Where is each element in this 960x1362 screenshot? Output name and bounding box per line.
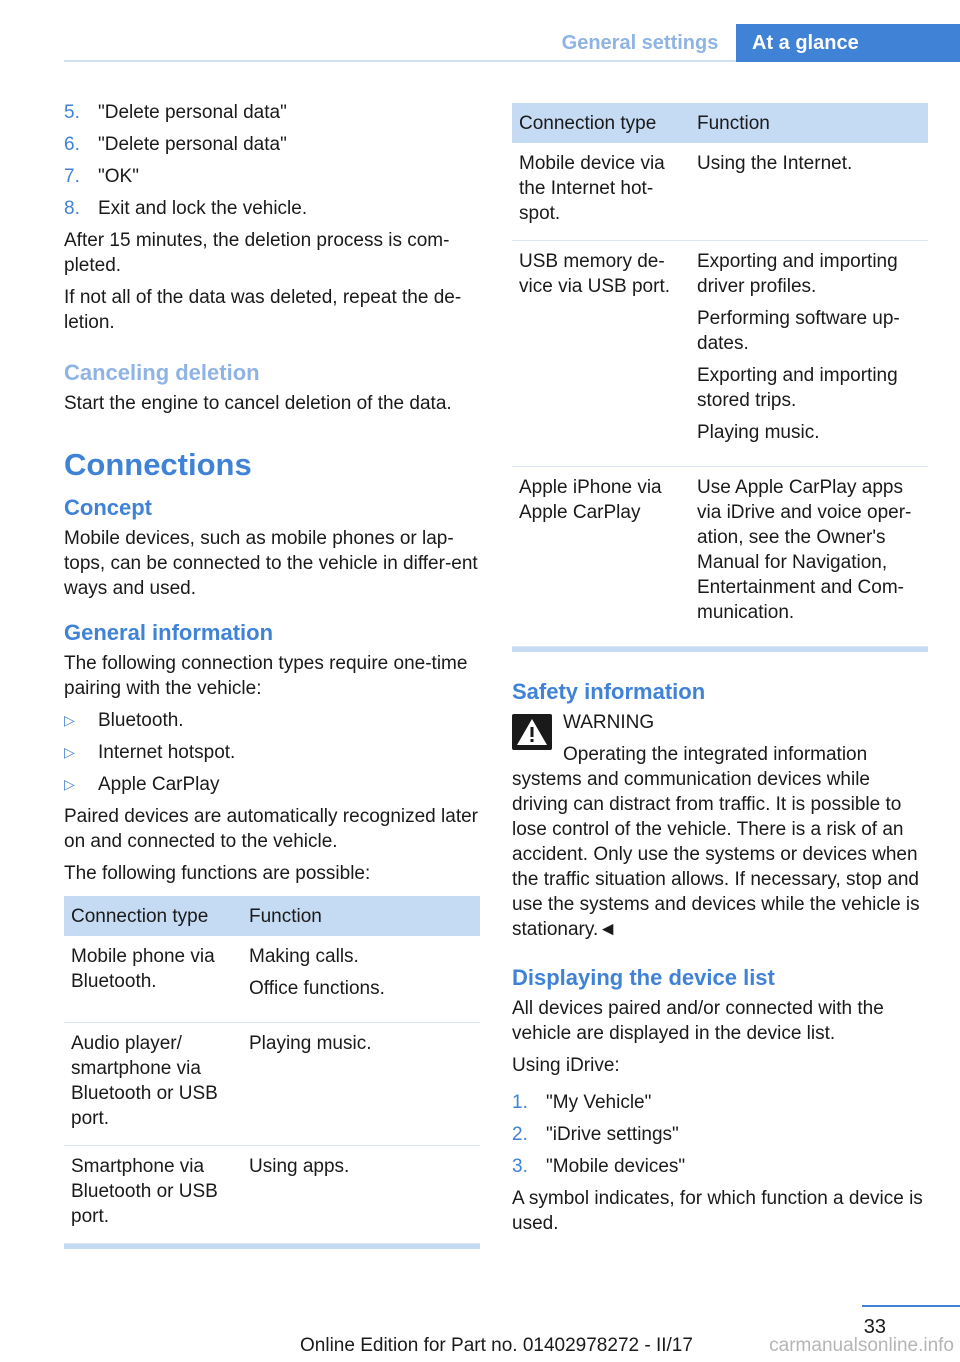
warning-text: Operating the integrated information xyxy=(563,744,868,765)
list-item: 7. "OK" xyxy=(64,166,139,187)
column-header: Function xyxy=(242,896,480,936)
connection-types-list xyxy=(64,708,480,797)
paragraph: All devices paired and/or connected with the vehicle are displayed in the device list. xyxy=(512,998,884,1044)
triangle-bullet-icon: ▷ xyxy=(64,744,75,760)
device-list-heading: Displaying the device list xyxy=(512,965,775,990)
connections-heading: Connections xyxy=(64,447,252,482)
paragraph: The following functions are possible: xyxy=(64,863,371,884)
table-end-rule xyxy=(64,1244,480,1249)
column-header: Connection type xyxy=(512,103,690,143)
section-tab[interactable]: General settings xyxy=(561,32,719,54)
warning-block xyxy=(512,710,928,942)
list-item: 3. "Mobile devices" xyxy=(512,1156,686,1177)
idrive-steps xyxy=(512,1090,928,1179)
triangle-bullet-icon: ▷ xyxy=(64,776,75,792)
list-item: 5. "Delete personal data" xyxy=(64,102,287,123)
warning-label: WARNING xyxy=(563,712,655,733)
warning-text: systems and communication devices while driving can distract from traffic. It is possible to lose control of the vehicle. There is a risk of an accident. Only use the systems or devices when the traffic situation allows. If necessary, stop and use the systems and devices while the vehicle is stationary.◄ xyxy=(512,769,920,940)
list-item: ▷ Bluetooth. xyxy=(64,710,184,731)
edition-footer: Online Edition for Part no. 01402978272 - II/17 xyxy=(300,1335,693,1356)
cancel-heading: Canceling deletion xyxy=(64,360,260,385)
deletion-steps xyxy=(64,100,480,221)
table-row: Mobile phone via Bluetooth. Making calls. Office functions. xyxy=(64,936,480,1023)
paragraph: Using iDrive: xyxy=(512,1055,620,1076)
paragraph: Mobile devices, such as mobile phones or lap‐tops, can be connected to the vehicle in differ‐ent ways and used. xyxy=(64,528,478,599)
footer-rule xyxy=(862,1305,960,1307)
table-header-row xyxy=(64,896,480,936)
list-item: ▷ Internet hotspot. xyxy=(64,742,236,763)
table-header-row xyxy=(512,103,928,143)
page-number: 33 xyxy=(863,1316,886,1338)
column-header: Function xyxy=(690,103,928,143)
list-item: 6. "Delete personal data" xyxy=(64,134,287,155)
paragraph: Paired devices are automatically recognized later on and connected to the vehicle. xyxy=(64,806,478,852)
general-info-heading: General information xyxy=(64,620,274,645)
left-column xyxy=(64,100,480,1249)
list-item: ▷ Apple CarPlay xyxy=(64,774,220,795)
watermark: carmanualsonline.info xyxy=(769,1335,954,1356)
warning-icon xyxy=(512,714,552,750)
paragraph: After 15 minutes, the deletion process is com‐pleted. xyxy=(64,230,450,276)
list-item: 8. Exit and lock the vehicle. xyxy=(64,198,308,219)
connection-table xyxy=(512,103,928,647)
column-header: Connection type xyxy=(64,896,242,936)
table-row: Smartphone via Bluetooth or USB port. Using apps. xyxy=(64,1146,480,1244)
concept-heading: Concept xyxy=(64,495,152,520)
table-end-rule xyxy=(512,647,928,652)
safety-heading: Safety information xyxy=(512,679,706,704)
paragraph: A symbol indicates, for which function a device is used. xyxy=(512,1188,923,1234)
list-item: 2. "iDrive settings" xyxy=(512,1124,679,1145)
triangle-bullet-icon: ▷ xyxy=(64,712,75,728)
chapter-tab[interactable]: At a glance xyxy=(736,24,960,62)
right-column xyxy=(512,93,928,1243)
table-row: USB memory de‐vice via USB port. Exporting and importing driver profiles. Performing software up‐dates. Exporting and importing stored trips. Playing music. xyxy=(512,241,928,467)
table-row: Mobile device via the Internet hot‐spot. Using the Internet. xyxy=(512,143,928,241)
table-row: Audio player/ smartphone via Bluetooth or USB port. Playing music. xyxy=(64,1023,480,1146)
connection-table xyxy=(64,896,480,1244)
table-row: Apple iPhone via Apple CarPlay Use Apple CarPlay apps via iDrive and voice oper‐ation, see the Owner's Manual for Navigation, Entertainment and Com‐munication. xyxy=(512,467,928,647)
paragraph: If not all of the data was deleted, repeat the de‐letion. xyxy=(64,287,462,333)
paragraph: The following connection types require one-time pairing with the vehicle: xyxy=(64,653,468,699)
list-item: 1. "My Vehicle" xyxy=(512,1092,652,1113)
paragraph: Start the engine to cancel deletion of the data. xyxy=(64,393,452,414)
